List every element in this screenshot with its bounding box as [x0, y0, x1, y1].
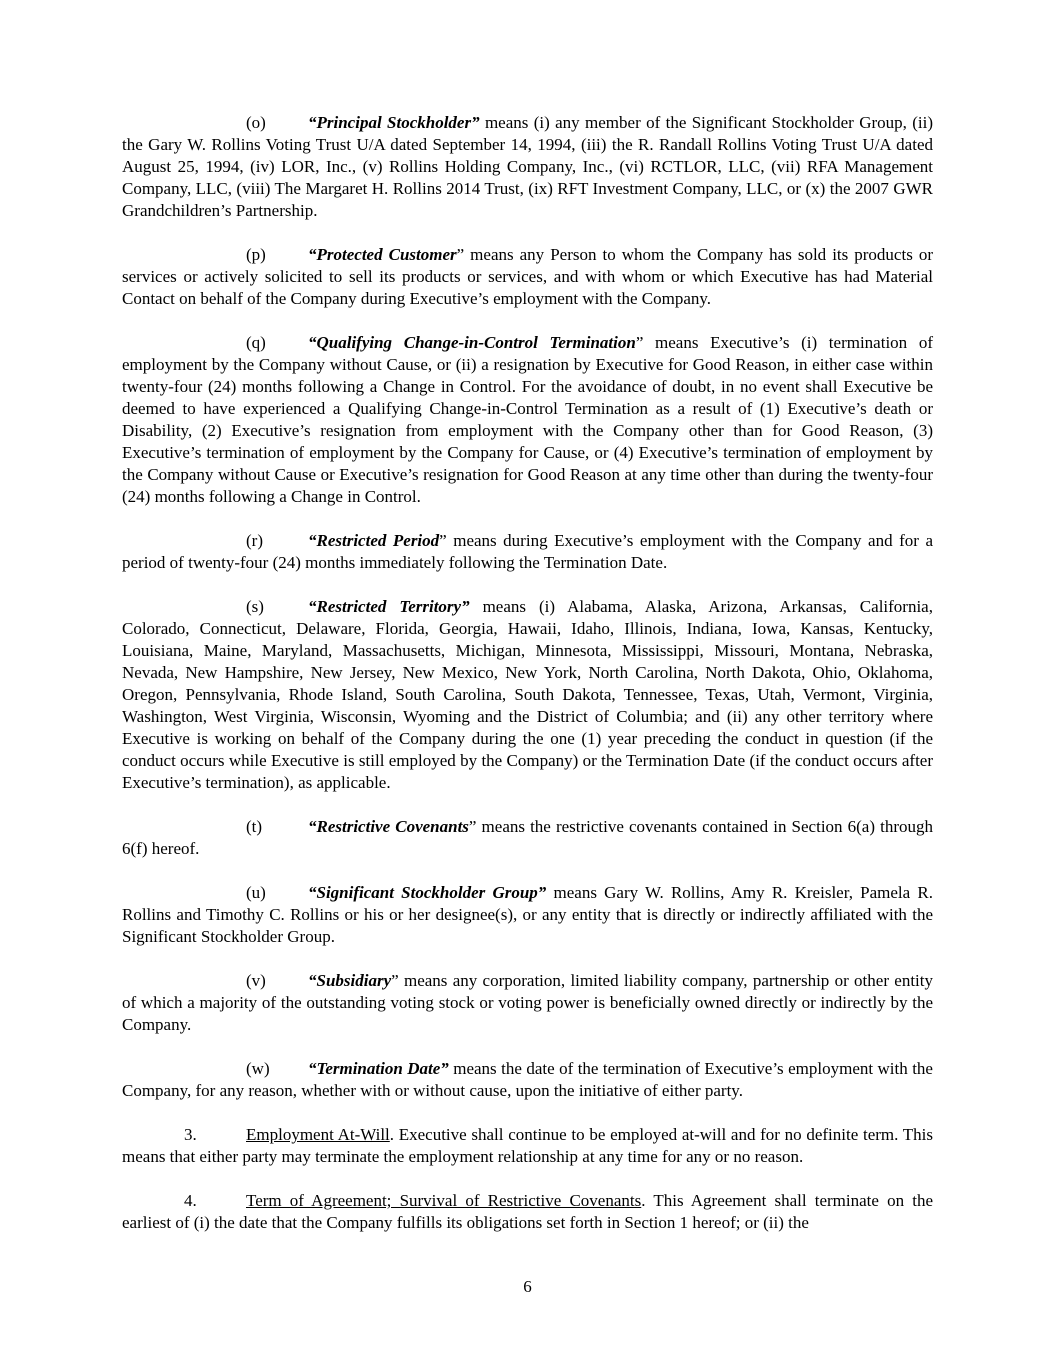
section-heading: Employment At-Will [246, 1125, 390, 1144]
paragraph-label: (r) [246, 531, 263, 550]
paragraph-label: 4. [184, 1191, 197, 1210]
paragraph-definition-p [122, 244, 933, 310]
defined-term: “Restricted Territory” [308, 597, 470, 616]
defined-term: “Subsidiary [308, 971, 392, 990]
paragraph-label: 3. [184, 1125, 197, 1144]
paragraph-definition-t [122, 816, 933, 860]
defined-term: “Restricted Period [308, 531, 440, 550]
paragraph-text: ” means any Person to whom the Company has sold its products or services or actively solicited to sell its products or services, and with whom or which Executive has had Material Contact on behalf of the Company during Executive’s employment with the Company. [122, 245, 933, 308]
defined-term: “Protected Customer [308, 245, 457, 264]
defined-term: “Significant Stockholder Group” [308, 883, 547, 902]
paragraph-text: . Executive shall continue to be employed at-will and for no definite term. This means that either party may terminate the employment relationship at any time for any or no reason. [122, 1125, 933, 1166]
paragraph-text: . This Agreement shall terminate on the earliest of (i) the date that the Company fulfills its obligations set forth in Section 1 hereof; or (ii) the [122, 1191, 933, 1232]
defined-term: “Principal Stockholder” [308, 113, 480, 132]
paragraph-text: ” means the restrictive covenants contained in Section 6(a) through 6(f) hereof. [122, 817, 933, 858]
page-number: 6 [523, 1277, 532, 1296]
paragraph-section-3 [122, 1124, 933, 1168]
paragraph-section-4 [122, 1190, 933, 1234]
paragraph-definition-r [122, 530, 933, 574]
document-body [122, 112, 933, 1234]
paragraph-text: ” means any corporation, limited liability company, partnership or other entity of which a majority of the outstanding voting stock or voting power is beneficially owned directly or indirectly by the Company. [122, 971, 933, 1034]
paragraph-definition-o [122, 112, 933, 222]
section-heading: Term of Agreement; Survival of Restrictive Covenants [246, 1191, 642, 1210]
paragraph-definition-s [122, 596, 933, 794]
paragraph-definition-w [122, 1058, 933, 1102]
paragraph-definition-q [122, 332, 933, 508]
paragraph-text: means (i) any member of the Significant Stockholder Group, (ii) the Gary W. Rollins Voting Trust U/A dated September 14, 1994, (iii) the R. Randall Rollins Voting Trust U/A dated August 25, 1994, (iv) LOR, Inc., (v) Rollins Holding Company, Inc., (vi) RCTLOR, LLC, (vii) RFA Management Company, LLC, (viii) The Margaret H. Rollins 2014 Trust, (ix) RFT Investment Company, LLC, or (x) the 2007 GWR Grandchildren’s Partnership. [122, 113, 934, 220]
paragraph-label: (t) [246, 817, 263, 836]
paragraph-label: (s) [246, 597, 264, 616]
paragraph-text: means the date of the termination of Executive’s employment with the Company, for any reason, whether with or without cause, upon the initiative of either party. [122, 1059, 933, 1100]
paragraph-label: (u) [246, 883, 266, 902]
paragraph-text: ” means Executive’s (i) termination of employment by the Company without Cause, or (ii) a resignation by Executive for Good Reason, in either case within twenty-four (24) months following a Change in Control. For the avoidance of doubt, in no event shall Executive be deemed to have experienced a Qualifying Change-in-Control Termination as a result of (1) Executive’s death or Disability, (2) Executive’s resignation from employment with the Company other than for Good Reason, (3) Executive’s termination of employment by the Company for Cause, or (4) Executive’s termination of employment by the Company without Cause or Executive’s resignation for Good Reason at any time other than during the twenty-four (24) months following a Change in Control. [122, 333, 933, 506]
paragraph-label: (v) [246, 971, 266, 990]
paragraph-label: (p) [246, 245, 266, 264]
paragraph-text: ” means during Executive’s employment with the Company and for a period of twenty-four (24) months immediately following the Termination Date. [122, 531, 933, 572]
defined-term: “Qualifying Change-in-Control Termination [308, 333, 636, 352]
paragraph-definition-v [122, 970, 933, 1036]
paragraph-label: (q) [246, 333, 266, 352]
paragraph-label: (w) [246, 1059, 270, 1078]
paragraph-text: means (i) Alabama, Alaska, Arizona, Arkansas, California, Colorado, Connecticut, Delaware, Florida, Georgia, Hawaii, Idaho, Illinois, Indiana, Iowa, Kansas, Kentucky, Louisiana, Maine, Maryland, Massachusetts, Michigan, Minnesota, Mississippi, Missouri, Montana, Nebraska, Nevada, New Hampshire, New Jersey, New Mexico, New York, North Carolina, North Dakota, Ohio, Oklahoma, Oregon, Pennsylvania, Rhode Island, South Carolina, South Dakota, Tennessee, Texas, Utah, Vermont, Virginia, Washington, West Virginia, Wisconsin, Wyoming and the District of Columbia; and (ii) any other territory where Executive is working on behalf of the Company during the one (1) year preceding the conduct in question (if the conduct occurs while Executive is still employed by the Company) or the Termination Date (if the conduct occurs after Executive’s termination), as applicable. [122, 597, 933, 792]
paragraph-label: (o) [246, 113, 266, 132]
paragraph-text: means Gary W. Rollins, Amy R. Kreisler, Pamela R. Rollins and Timothy C. Rollins or his or her designee(s), or any entity that is directly or indirectly affiliated with the Significant Stockholder Group. [122, 883, 933, 946]
defined-term: “Restrictive Covenants [308, 817, 469, 836]
paragraph-definition-u [122, 882, 933, 948]
defined-term: “Termination Date” [308, 1059, 449, 1078]
